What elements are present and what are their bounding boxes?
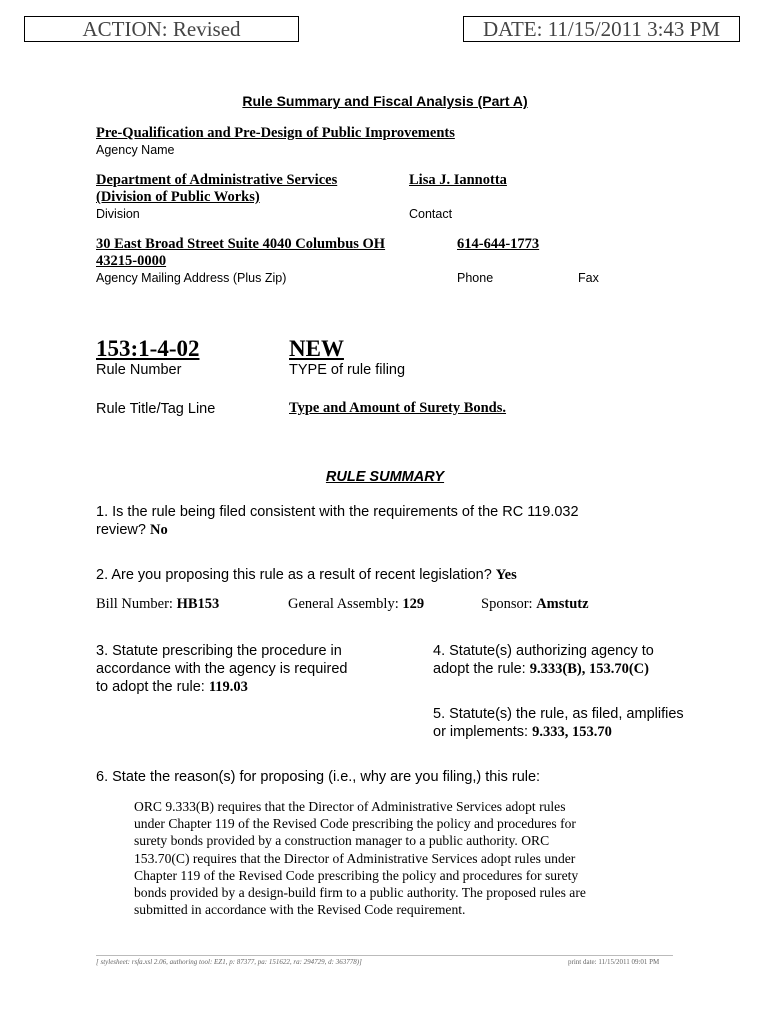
division-label: Division xyxy=(96,207,140,221)
action-text: ACTION: Revised xyxy=(82,17,241,41)
rule-number: 153:1-4-02 xyxy=(96,336,200,361)
question-1 xyxy=(96,503,696,539)
footer-stylesheet-info: [ stylesheet: rsfa.xsl 2.06, authoring tool: EZ1, p: 87377, pa: 151622, ra: 294729, d: 363778)] xyxy=(96,958,362,966)
sponsor: Sponsor: Amstutz xyxy=(481,596,589,612)
date-box xyxy=(463,16,740,42)
address-label: Agency Mailing Address (Plus Zip) xyxy=(96,271,287,285)
reason-line: surety bonds provided by a construction manager to a public authority. ORC xyxy=(134,833,550,849)
reason-line: Chapter 119 of the Revised Code prescribing the policy and procedures for surety xyxy=(134,867,579,883)
general-assembly: General Assembly: 129 xyxy=(288,596,425,612)
action-box xyxy=(24,16,299,42)
question-5: 5. Statute(s) the rule, as filed, amplifies or implements: 9.333, 153.70 xyxy=(433,706,684,740)
question-2-answer: Yes xyxy=(495,567,517,583)
rule-number-label: Rule Number xyxy=(96,362,182,378)
question-1-line1: 1. Is the rule being filed consistent with the requirements of the RC 119.032 xyxy=(96,504,579,520)
address-line2: 43215-0000 xyxy=(96,253,167,269)
rule-type: NEW xyxy=(289,336,344,361)
rule-title-label: Rule Title/Tag Line xyxy=(96,401,216,417)
reason-paragraph xyxy=(134,798,694,918)
question-5-answer: 9.333, 153.70 xyxy=(532,724,612,740)
rule-summary-heading: RULE SUMMARY xyxy=(325,469,445,485)
reason-line: submitted in accordance with the Revised Code requirement. xyxy=(134,902,466,918)
division-line1: Department of Administrative Services xyxy=(96,172,338,188)
question-3: 3. Statute prescribing the procedure in accordance with the agency is required to adopt the rule: 119.03 xyxy=(96,643,348,695)
rule-type-label: TYPE of rule filing xyxy=(289,362,406,378)
reason-line: 153.70(C) requires that the Director of Administrative Services adopt rules under xyxy=(134,850,576,866)
reason-line: bonds provided by a design-build firm to a public authority. The proposed rules are xyxy=(134,885,586,901)
contact-label: Contact xyxy=(409,207,453,221)
agency-name-label: Agency Name xyxy=(96,143,175,157)
division-line2: (Division of Public Works) xyxy=(96,189,260,205)
document-title: Rule Summary and Fiscal Analysis (Part A) xyxy=(242,93,528,109)
agency-name: Pre-Qualification and Pre-Design of Public Improvements xyxy=(96,125,455,141)
rule-title: Type and Amount of Surety Bonds. xyxy=(289,400,507,416)
question-4-answer: 9.333(B), 153.70(C) xyxy=(529,661,649,677)
contact-name: Lisa J. Iannotta xyxy=(409,172,507,188)
date-text: DATE: 11/15/2011 3:43 PM xyxy=(482,17,721,41)
footer-rule xyxy=(96,955,673,956)
phone-label: Phone xyxy=(457,271,494,285)
question-1-line2: review? No xyxy=(96,522,168,538)
phone-number: 614-644-1773 xyxy=(457,236,540,252)
question-6: 6. State the reason(s) for proposing (i.e., why are you filing,) this rule: xyxy=(96,769,541,785)
question-1-answer: No xyxy=(150,522,168,538)
fax-label: Fax xyxy=(578,271,599,285)
reason-line: ORC 9.333(B) requires that the Director of Administrative Services adopt rules xyxy=(134,799,566,814)
question-4: 4. Statute(s) authorizing agency to adopt the rule: 9.333(B), 153.70(C) xyxy=(433,643,654,677)
question-2: 2. Are you proposing this rule as a result of recent legislation? Yes xyxy=(96,567,517,583)
bill-number: Bill Number: HB153 xyxy=(96,596,220,612)
question-3-answer: 119.03 xyxy=(208,679,248,695)
address-line1: 30 East Broad Street Suite 4040 Columbus OH xyxy=(96,236,386,252)
footer-print-date: print date: 11/15/2011 09:01 PM xyxy=(568,958,660,966)
reason-line: under Chapter 119 of the Revised Code prescribing the policy and procedures for xyxy=(134,816,576,832)
